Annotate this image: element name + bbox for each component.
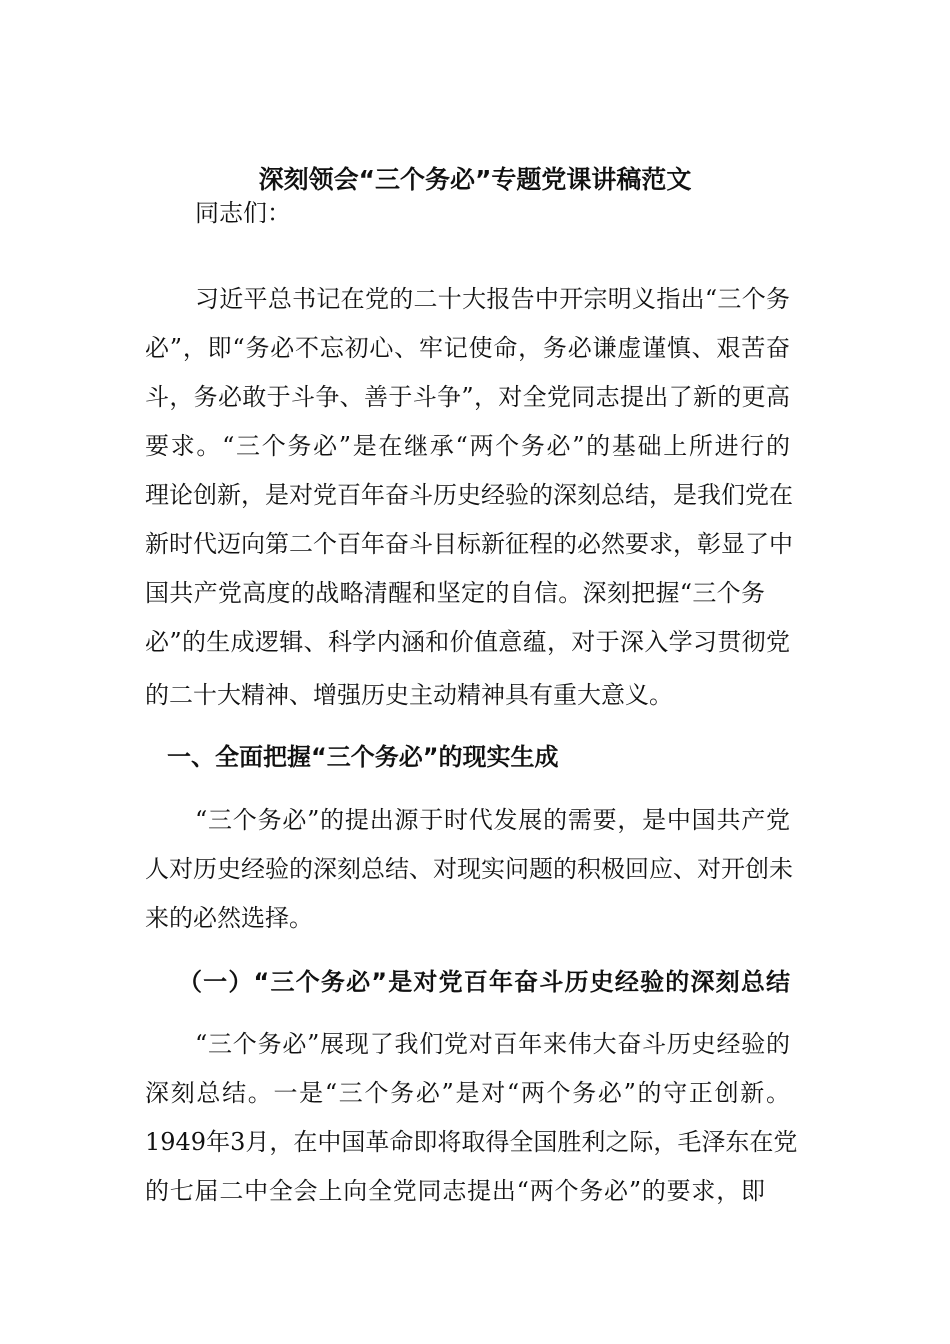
- greeting: 同志们：: [195, 199, 291, 227]
- text-line: 的二十大精神、增强历史主动精神具有重大意义。: [145, 681, 673, 709]
- text-line: 深刻总结。一是“三个务必”是对“两个务必”的守正创新。: [145, 1079, 790, 1107]
- document-title: 深刻领会“三个务必”专题党课讲稿范文: [258, 165, 692, 194]
- text-line: 来的必然选择。: [145, 904, 313, 932]
- text-line: 国共产党高度的战略清醒和坚定的自信。深刻把握“三个务: [145, 579, 765, 607]
- text-line: 人对历史经验的深刻总结、对现实问题的积极回应、对开创未: [145, 855, 793, 883]
- text-line: 必”，即“务必不忘初心、牢记使命，务必谦虚谨慎、艰苦奋: [145, 334, 790, 362]
- text-line: 要求。“三个务必”是在继承“两个务必”的基础上所进行的: [145, 432, 790, 460]
- text-line: 习近平总书记在党的二十大报告中开宗明义指出“三个务: [195, 285, 790, 313]
- text-line: 1949年3月，在中国革命即将取得全国胜利之际，毛泽东在党: [145, 1128, 798, 1156]
- subsection-heading: （一）“三个务必”是对党百年奋斗历史经验的深刻总结: [178, 968, 790, 996]
- text-line: 新时代迈向第二个百年奋斗目标新征程的必然要求，彰显了中: [145, 530, 793, 558]
- text-line: 的七届二中全会上向全党同志提出“两个务必”的要求，即: [145, 1177, 765, 1205]
- text-line: 必”的生成逻辑、科学内涵和价值意蕴，对于深入学习贯彻党: [145, 628, 790, 656]
- text-line: “三个务必”的提出源于时代发展的需要，是中国共产党: [195, 806, 790, 834]
- text-line: “三个务必”展现了我们党对百年来伟大奋斗历史经验的: [195, 1030, 790, 1058]
- text-line: 斗，务必敢于斗争、善于斗争”，对全党同志提出了新的更高: [145, 383, 790, 411]
- section-heading: 一、全面把握“三个务必”的现实生成: [167, 743, 559, 771]
- text-line: 理论创新，是对党百年奋斗历史经验的深刻总结，是我们党在: [145, 481, 793, 509]
